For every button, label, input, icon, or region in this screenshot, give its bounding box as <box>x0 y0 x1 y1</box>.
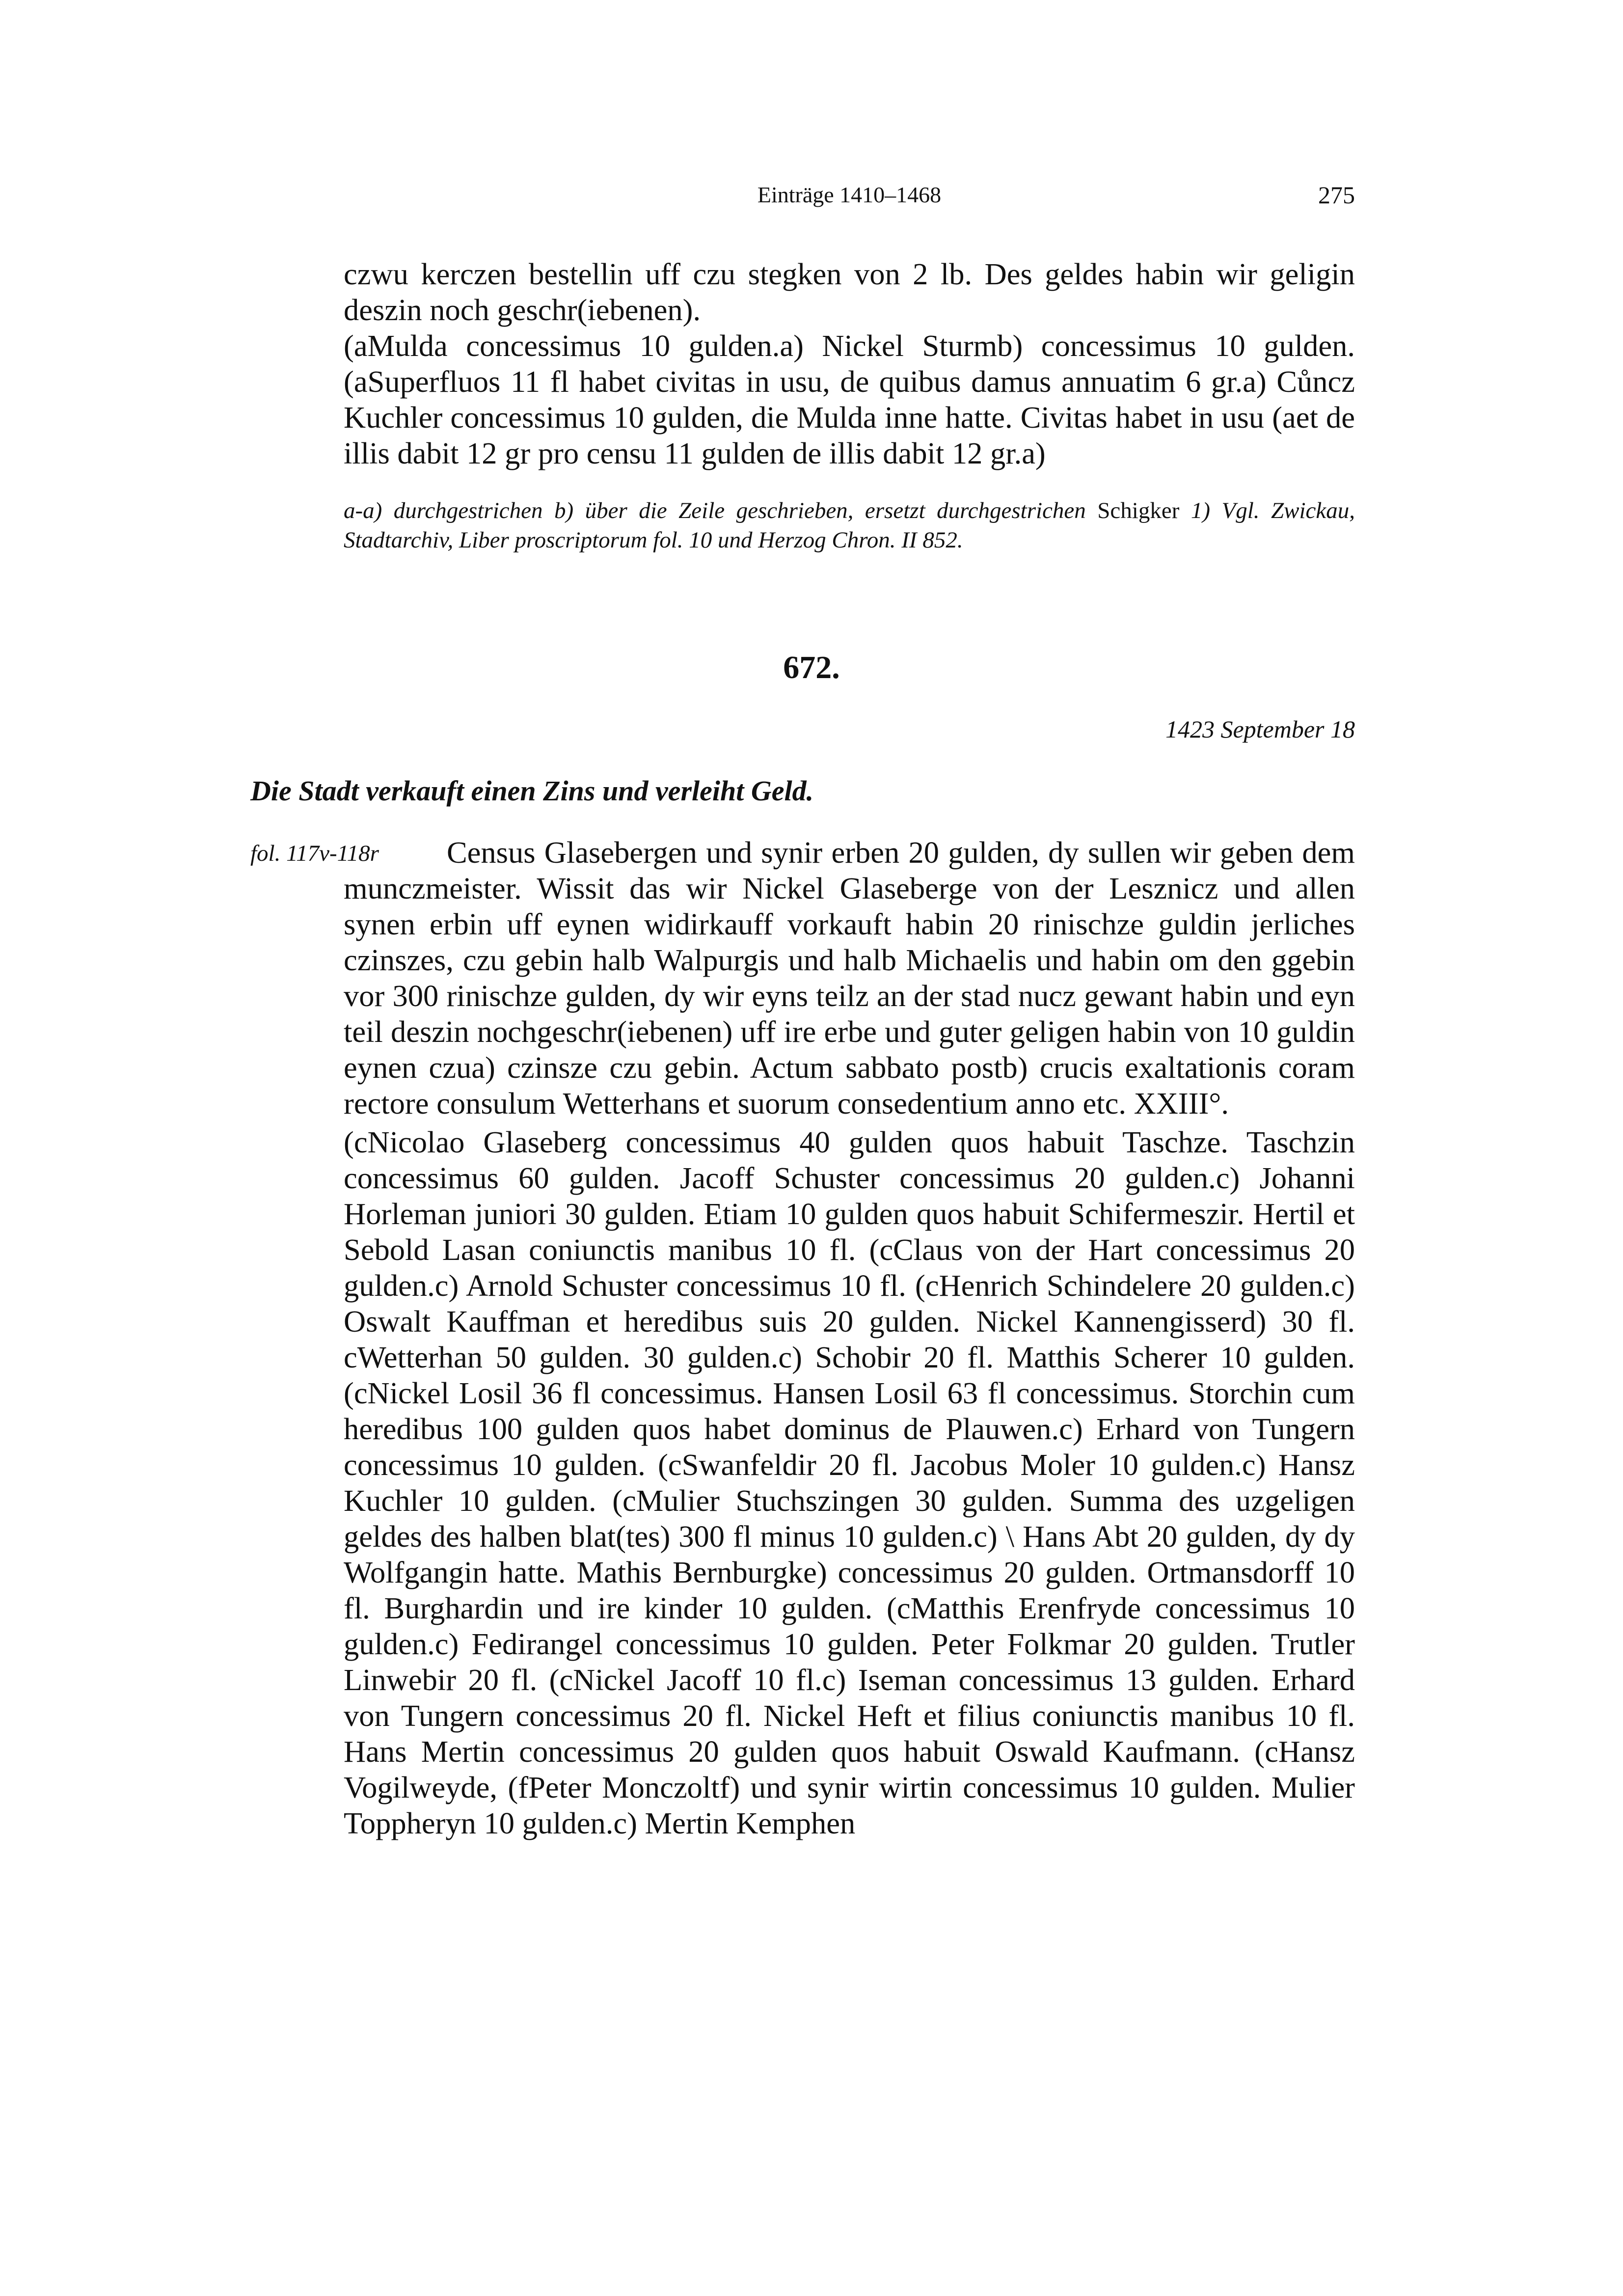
continuation-line-2: (aMulda concessimus 10 gulden.a) Nickel Sturmb) concessimus 10 gulden. (aSuperfluos 11 fl habet civitas in usu, de quibus damus annuatim 6 gr.a) Cůncz Kuchler concessimus 10 gulden, die Mulda inne hatte. Civitas habet in usu (aet de illis dabit 12 gr pro censu 11 gulden de illis dabit 12 gr.a) <box>344 328 1355 470</box>
page-number: 275 <box>1318 181 1355 209</box>
entry-regest: Die Stadt verkauft einen Zins und verleiht Geld. <box>250 775 814 807</box>
running-head-title: Einträge 1410–1468 <box>757 182 942 207</box>
running-head <box>344 178 1355 212</box>
continuation-text <box>344 256 1355 471</box>
folio-reference: fol. 117v-118r <box>250 841 379 866</box>
entry-number: 672. <box>783 650 840 685</box>
apparatus-notes-b: 1) Vgl. Zwickau, Stadtarchiv, Liber proscriptorum fol. 10 und Herzog Chron. II 852. <box>344 498 1355 553</box>
critical-apparatus <box>344 496 1355 555</box>
entry-paragraph-2: (cNicolao Glaseberg concessimus 40 gulden quos habuit Taschze. Taschzin concessimus 60 gulden. Jacoff Schuster concessimus 20 gulden.c) Johanni Horleman juniori 30 gulden. Etiam 10 gulden quos habuit Schifermeszir. Hertil et Sebold Lasan coniunctis manibus 10 fl. (cClaus von der Hart concessimus 20 gulden.c) Arnold Schuster concessimus 10 fl. (cHenrich Schindelere 20 gulden.c) Oswalt Kauffman et heredibus suis 20 gulden. Nickel Kannengisserd) 30 fl. cWetterhan 50 gulden. 30 gulden.c) Schobir 20 fl. Matthis Scherer 10 gulden. (cNickel Losil 36 fl concessimus. Hansen Losil 63 fl concessimus. Storchin cum heredibus 100 gulden quos habet dominus de Plauwen.c) Erhard von Tungern concessimus 10 gulden. (cSwanfeldir 20 fl. Jacobus Moler 10 gulden.c) Hansz Kuchler 10 gulden. (cMulier Stuchszingen 30 gulden. Summa des uzgeligen geldes des halben blat(tes) 300 fl minus 10 gulden.c) \ Hans Abt 20 gulden, dy dy Wolfgangin hatte. Mathis Bernburgke) concessimus 20 gulden. Ortmansdorff 10 fl. Burghardin und ire kinder 10 gulden. (cMatthis Erenfryde concessimus 10 gulden.c) Fedirangel concessimus 10 gulden. Peter Folkmar 20 gulden. Trutler Linwebir 20 fl. (cNickel Jacoff 10 fl.c) Iseman concessimus 13 gulden. Erhard von Tungern concessimus 20 fl. Nickel Heft et filius coniunctis manibus 10 fl. Hans Mertin concessimus 20 gulden quos habuit Oswald Kaufmann. (cHansz Vogilweyde, (fPeter Monczoltf) und synir wirtin concessimus 10 gulden. Mulier Toppheryn 10 gulden.c) Mertin Kemphen <box>344 1125 1355 1840</box>
apparatus-notes-a: a-a) durchgestrichen b) über die Zeile geschrieben, ersetzt durchgestrichen <box>344 498 1086 523</box>
continuation-line-1: czwu kerczen bestellin uff czu stegken von 2 lb. Des geldes habin wir geligin deszin noch geschr(iebenen). <box>344 257 1355 327</box>
apparatus-name: Schigker <box>1097 498 1180 523</box>
entry-body <box>344 835 1355 1841</box>
entry-date: 1423 September 18 <box>1165 715 1355 743</box>
entry-paragraph-1: Census Glasebergen und synir erben 20 gulden, dy sullen wir geben dem munczmeister. Wissit das wir Nickel Glaseberge von der Lesznicz und allen synen erbin uff eynen widirkauff vorkauft habin 20 rinischze guldin jerliches czinszes, czu gebin halb Walpurgis und halb Michaelis und habin om den ggebin vor 300 rinischze gulden, dy wir eyns teilz an der stad nucz gewant habin und eyn teil deszin nochgeschr(iebenen) uff ire erbe und guter geligen habin von 10 guldin eynen czua) czinsze czu gebin. Actum sabbato postb) crucis exaltationis coram rectore consulum Wetterhans et suorum consedentium anno etc. XXIII°. <box>344 835 1355 1121</box>
